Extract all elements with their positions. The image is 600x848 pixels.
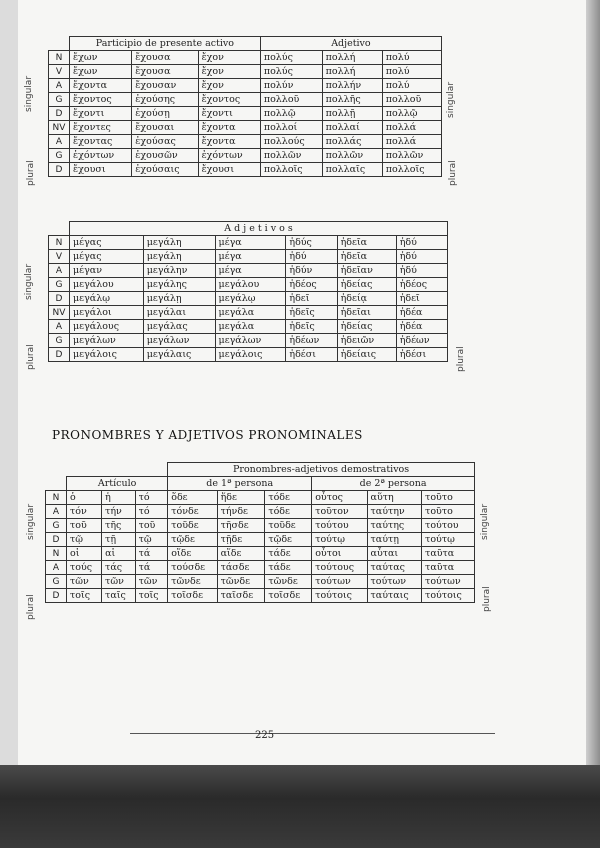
greek-form: τῶν [135, 575, 168, 589]
greek-form: ἔχον [198, 65, 260, 79]
handnote-plural-left-3: plural [26, 594, 36, 620]
greek-form: ἡδέα [396, 306, 447, 320]
case-label: A [49, 79, 70, 93]
greek-form: ἡδέσι [396, 348, 447, 362]
greek-form: ταῦτα [422, 561, 475, 575]
table3-header-demonstratives: Pronombres-adjetivos demostrativos [168, 463, 475, 477]
table-row [49, 320, 448, 334]
greek-form: αὗται [367, 547, 422, 561]
greek-form: μέγας [70, 236, 144, 250]
handnote-plural-right-1: plural [448, 160, 458, 186]
greek-form: ἔχων [70, 65, 132, 79]
greek-form: πολλαί [322, 121, 382, 135]
greek-form: τούτῳ [422, 533, 475, 547]
greek-form: ἐχούσαις [132, 163, 198, 177]
participle-adjective-table [48, 36, 442, 177]
greek-form: τάς [102, 561, 135, 575]
greek-form: ἔχοντι [70, 107, 132, 121]
greek-form: τάδε [265, 561, 312, 575]
page-edge-shadow [586, 0, 600, 770]
case-label: A [46, 505, 67, 519]
greek-form: ἔχοντος [70, 93, 132, 107]
table-row [49, 121, 442, 135]
table1-header-participle: Participio de presente activo [70, 37, 261, 51]
greek-form: μεγάλῳ [215, 292, 286, 306]
greek-form: ἔχουσαν [132, 79, 198, 93]
greek-form: ἐχούσης [132, 93, 198, 107]
greek-form: μέγα [215, 250, 286, 264]
greek-form: τοῦδε [265, 519, 312, 533]
greek-form: ἔχουσι [198, 163, 260, 177]
greek-form: ἡδέος [286, 278, 337, 292]
handnote-singular-left-1: singular [24, 75, 34, 112]
greek-form: τούς [67, 561, 102, 575]
greek-form: ἡδέσι [286, 348, 337, 362]
greek-form: ἔχουσα [132, 65, 198, 79]
table-row [49, 278, 448, 292]
greek-form: μεγάλων [70, 334, 144, 348]
greek-form: τοῦδε [168, 519, 217, 533]
greek-form: πολύν [260, 79, 322, 93]
greek-form: πολλοῦ [382, 93, 441, 107]
table-row [49, 250, 448, 264]
greek-form: μέγα [215, 264, 286, 278]
table-row [46, 491, 475, 505]
greek-form: τούτων [367, 575, 422, 589]
greek-form: αἵδε [217, 547, 265, 561]
greek-form: ταύτῃ [367, 533, 422, 547]
greek-form: πολύς [260, 51, 322, 65]
greek-form: τῷδε [168, 533, 217, 547]
greek-form: ταῖσδε [217, 589, 265, 603]
greek-form: μεγάλην [143, 264, 215, 278]
greek-form: ἡδεῖς [286, 306, 337, 320]
greek-form: ἐχόντων [198, 149, 260, 163]
greek-form: τόν [67, 505, 102, 519]
greek-form: πολύ [382, 79, 441, 93]
handnote-plural-right-3: plural [482, 586, 492, 612]
table-row [49, 135, 442, 149]
greek-form: ἔχων [70, 51, 132, 65]
table-row [49, 334, 448, 348]
greek-form: πολλῷ [382, 107, 441, 121]
greek-form: ὁ [67, 491, 102, 505]
greek-form: μεγάλῃ [143, 292, 215, 306]
greek-form: ἔχοντι [198, 107, 260, 121]
greek-form: ἐχούσῃ [132, 107, 198, 121]
table-row [49, 306, 448, 320]
greek-form: τούτῳ [312, 533, 367, 547]
greek-form: μεγάλου [70, 278, 144, 292]
greek-form: οὗτος [312, 491, 367, 505]
greek-form: ἡδείᾳ [337, 292, 396, 306]
greek-form: τοῦτο [422, 505, 475, 519]
greek-form: μεγάλη [143, 250, 215, 264]
greek-form: πολλῶν [382, 149, 441, 163]
handnote-plural-left-1: plural [26, 160, 36, 186]
greek-form: ταῖς [102, 589, 135, 603]
greek-form: πολλούς [260, 135, 322, 149]
greek-form: πολλοῦ [260, 93, 322, 107]
greek-form: ἔχοντα [198, 121, 260, 135]
greek-form: τούτοις [422, 589, 475, 603]
greek-form: ἐχούσας [132, 135, 198, 149]
pronouns-table [45, 462, 475, 603]
greek-form: ἔχον [198, 51, 260, 65]
case-label: N [46, 491, 67, 505]
greek-form: ἔχον [198, 79, 260, 93]
greek-form: τῆσδε [217, 519, 265, 533]
table-row [49, 348, 448, 362]
greek-form: ἡδύ [396, 236, 447, 250]
greek-form: ἡδύν [286, 264, 337, 278]
greek-form: ἔχουσαι [132, 121, 198, 135]
greek-form: τοῖς [67, 589, 102, 603]
greek-form: ἡδέων [396, 334, 447, 348]
greek-form: ἔχοντες [70, 121, 132, 135]
handnote-plural-left-2: plural [26, 344, 36, 370]
adjectives-table [48, 221, 448, 362]
case-label: V [49, 65, 70, 79]
table1-header-adjective: Adjetivo [260, 37, 441, 51]
greek-form: τάσδε [217, 561, 265, 575]
case-label: A [49, 135, 70, 149]
greek-form: τήνδε [217, 505, 265, 519]
greek-form: ἡδείαις [337, 348, 396, 362]
table3-header-articulo: Artículo [67, 477, 168, 491]
case-label: G [46, 575, 67, 589]
page-number: 225 [255, 730, 275, 741]
greek-form: τοῖσδε [168, 589, 217, 603]
greek-form: μεγάλα [215, 306, 286, 320]
greek-form: τῶνδε [265, 575, 312, 589]
greek-form: ἡ [102, 491, 135, 505]
table3-header-second-person: de 2ª persona [312, 477, 475, 491]
greek-form: ἡδεῖαι [337, 306, 396, 320]
greek-form: πολλοῖς [260, 163, 322, 177]
greek-form: πολλοῖς [382, 163, 441, 177]
greek-form: τούτους [312, 561, 367, 575]
greek-form: ἔχουσα [132, 51, 198, 65]
greek-form: τούτοις [312, 589, 367, 603]
greek-form: τοῦ [135, 519, 168, 533]
table-row [49, 264, 448, 278]
greek-form: τό [135, 491, 168, 505]
greek-form: μεγάλῳ [70, 292, 144, 306]
greek-form: ταύτας [367, 561, 422, 575]
greek-form: πολλή [322, 51, 382, 65]
greek-form: τήν [102, 505, 135, 519]
greek-form: τοῦ [67, 519, 102, 533]
greek-form: τῆς [102, 519, 135, 533]
greek-form: οἱ [67, 547, 102, 561]
greek-form: ἡδείας [337, 278, 396, 292]
greek-form: ταύταις [367, 589, 422, 603]
greek-form: ἔχοντα [70, 79, 132, 93]
greek-form: ἡδεῖαν [337, 264, 396, 278]
handnote-singular-left-2: singular [24, 263, 34, 300]
greek-form: τῶνδε [168, 575, 217, 589]
greek-form: τόνδε [168, 505, 217, 519]
greek-form: ταύτην [367, 505, 422, 519]
greek-form: τῶν [67, 575, 102, 589]
table3-header-first-person: de 1ª persona [168, 477, 312, 491]
greek-form: πολλοί [260, 121, 322, 135]
greek-form: πολλάς [322, 135, 382, 149]
greek-form: ἔχοντας [70, 135, 132, 149]
greek-form: ἡδύ [396, 250, 447, 264]
table-row [46, 561, 475, 575]
greek-form: τῷ [67, 533, 102, 547]
greek-form: τούτων [422, 575, 475, 589]
greek-form: πολλά [382, 135, 441, 149]
greek-form: ἡδεῖα [337, 250, 396, 264]
greek-form: πολύς [260, 65, 322, 79]
greek-form: ἡδέος [396, 278, 447, 292]
greek-form: ταῦτα [422, 547, 475, 561]
greek-form: ἡδύς [286, 236, 337, 250]
greek-form: ἡδύ [286, 250, 337, 264]
greek-form: τούτου [422, 519, 475, 533]
greek-form: τοῖς [135, 589, 168, 603]
greek-form: τόδε [265, 491, 312, 505]
greek-form: οὗτοι [312, 547, 367, 561]
greek-form: ὅδε [168, 491, 217, 505]
greek-form: ἡδύ [396, 264, 447, 278]
greek-form: πολλαῖς [322, 163, 382, 177]
table-row [49, 236, 448, 250]
greek-form: τοῦτο [422, 491, 475, 505]
greek-form: οἵδε [168, 547, 217, 561]
case-label: G [46, 519, 67, 533]
greek-form: τόδε [265, 505, 312, 519]
case-label: G [49, 149, 70, 163]
greek-form: μέγας [70, 250, 144, 264]
greek-form: ἡδεῖα [337, 236, 396, 250]
case-label: G [49, 334, 70, 348]
table-row [46, 505, 475, 519]
greek-form: ἡδεῖ [286, 292, 337, 306]
case-label: D [46, 589, 67, 603]
footer-rule [130, 733, 495, 734]
greek-form: ἡδεῖς [286, 320, 337, 334]
greek-form: τῷδε [265, 533, 312, 547]
greek-form: τοῦτον [312, 505, 367, 519]
greek-form: τῶνδε [217, 575, 265, 589]
case-label: NV [49, 306, 70, 320]
table-row [46, 589, 475, 603]
table-row [46, 533, 475, 547]
greek-form: τῇ [102, 533, 135, 547]
greek-form: μεγάλα [215, 320, 286, 334]
greek-form: πολύ [382, 51, 441, 65]
case-label: N [49, 51, 70, 65]
table-row [49, 51, 442, 65]
case-label: D [46, 533, 67, 547]
table-row [49, 93, 442, 107]
section-title: PRONOMBRES Y ADJETIVOS PRONOMINALES [52, 428, 363, 442]
greek-form: ἔχοντος [198, 93, 260, 107]
table-row [46, 547, 475, 561]
greek-form: πολλῆς [322, 93, 382, 107]
greek-form: ἔχουσι [70, 163, 132, 177]
handnote-singular-right-3: singular [480, 503, 490, 540]
handnote-singular-right-1: singular [446, 81, 456, 118]
greek-form: αὕτη [367, 491, 422, 505]
table-row [49, 107, 442, 121]
greek-form: πολλῷ [260, 107, 322, 121]
greek-form: τῶν [102, 575, 135, 589]
case-label: G [49, 278, 70, 292]
greek-form: μεγάλη [143, 236, 215, 250]
greek-form: ἡδέα [396, 320, 447, 334]
greek-form: τά [135, 547, 168, 561]
greek-form: πολλήν [322, 79, 382, 93]
greek-form: πολύ [382, 65, 441, 79]
case-label: D [49, 292, 70, 306]
greek-form: τά [135, 561, 168, 575]
greek-form: ἡδεῖ [396, 292, 447, 306]
greek-form: τῇδε [217, 533, 265, 547]
case-label: D [49, 348, 70, 362]
greek-form: μεγάλου [215, 278, 286, 292]
table-row [49, 65, 442, 79]
handnote-plural-right-2: plural [456, 346, 466, 372]
greek-form: ταύτης [367, 519, 422, 533]
handnote-singular-left-3: singular [26, 503, 36, 540]
greek-form: μεγάλοις [70, 348, 144, 362]
case-label: NV [49, 121, 70, 135]
table-row [49, 292, 448, 306]
greek-form: μεγάλοι [70, 306, 144, 320]
table-row [46, 575, 475, 589]
greek-form: ἥδε [217, 491, 265, 505]
greek-form: τοῖσδε [265, 589, 312, 603]
greek-form: ἐχουσῶν [132, 149, 198, 163]
case-label: N [46, 547, 67, 561]
greek-form: μεγάλαις [143, 348, 215, 362]
table-row [49, 163, 442, 177]
greek-form: τούτων [312, 575, 367, 589]
greek-form: πολλῇ [322, 107, 382, 121]
greek-form: ἡδειῶν [337, 334, 396, 348]
table-row [49, 149, 442, 163]
greek-form: μέγαν [70, 264, 144, 278]
case-label: V [49, 250, 70, 264]
greek-form: μεγάλης [143, 278, 215, 292]
case-label: G [49, 93, 70, 107]
case-label: A [49, 264, 70, 278]
greek-form: ἔχοντα [198, 135, 260, 149]
greek-form: τῷ [135, 533, 168, 547]
greek-form: μεγάλας [143, 320, 215, 334]
case-label: A [46, 561, 67, 575]
greek-form: μέγα [215, 236, 286, 250]
table-row [49, 79, 442, 93]
greek-form: αἱ [102, 547, 135, 561]
greek-form: μεγάλων [143, 334, 215, 348]
case-label: A [49, 320, 70, 334]
table-row [46, 519, 475, 533]
greek-form: πολλῶν [260, 149, 322, 163]
case-label: D [49, 163, 70, 177]
greek-form: τούσδε [168, 561, 217, 575]
scan-bottom-shadow [0, 765, 600, 848]
case-label: N [49, 236, 70, 250]
greek-form: μεγάλων [215, 334, 286, 348]
greek-form: ἐχόντων [70, 149, 132, 163]
greek-form: ἡδείας [337, 320, 396, 334]
greek-form: πολλά [382, 121, 441, 135]
greek-form: μεγάλους [70, 320, 144, 334]
greek-form: μεγάλαι [143, 306, 215, 320]
greek-form: μεγάλοις [215, 348, 286, 362]
case-label: D [49, 107, 70, 121]
table2-header: A d j e t i v o s [70, 222, 448, 236]
greek-form: πολλῶν [322, 149, 382, 163]
greek-form: τό [135, 505, 168, 519]
greek-form: τάδε [265, 547, 312, 561]
greek-form: ἡδέων [286, 334, 337, 348]
greek-form: τούτου [312, 519, 367, 533]
greek-form: πολλή [322, 65, 382, 79]
